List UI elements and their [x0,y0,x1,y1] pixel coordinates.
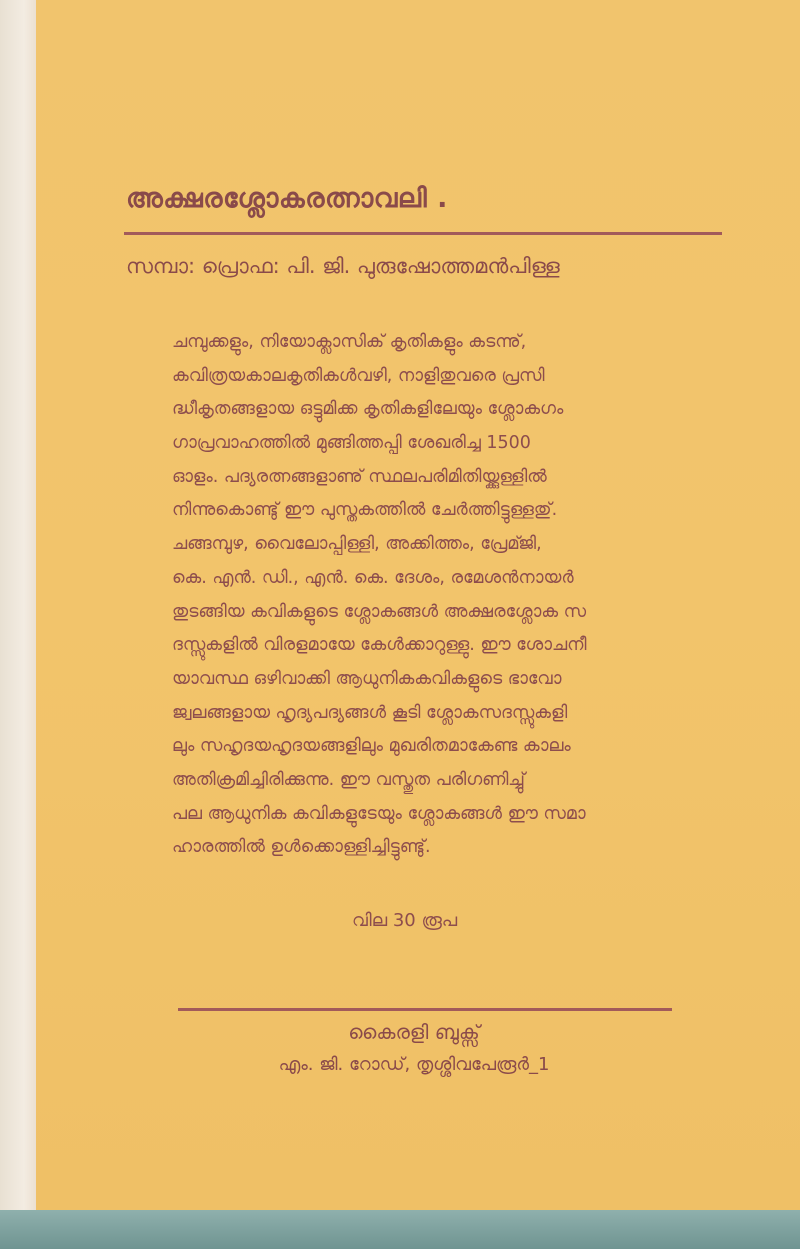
blurb-line: കവിത്രയകാലകൃതികൾവഴി, നാളിതുവരെ പ്രസി [172,365,545,386]
price-label: വില 30 രൂപ [352,910,458,931]
blurb-line: ഓളം. പദ്യരത്നങ്ങളാണു് സ്ഥലപരിമിതിയ്ക്കുള്ളിൽ [172,466,547,487]
title-divider [124,232,722,235]
blurb-line: ഹാരത്തിൽ ഉൾക്കൊള്ളിച്ചിട്ടുണ്ടു്. [172,837,431,858]
blurb-line: ചമ്പുക്കളും, നിയോക്ലാസിക് കൃതികളും കടന്നു്, [172,332,527,352]
blurb-line: നിന്നുകൊണ്ടു് ഈ പുസ്തകത്തിൽ ചേർത്തിട്ടുള്ളതു്. [172,500,558,521]
publisher-divider [178,1008,672,1011]
blurb-line: കെ. എൻ. ഡി., എൻ. കെ. ദേശം, രമേശൻനായർ [172,567,574,588]
blurb-text [172,326,672,865]
blurb-line: പല ആധുനിക കവികളുടേയും ശ്ലോകങ്ങൾ ഈ സമാ [172,803,586,824]
blurb-line: തുടങ്ങിയ കവികളുടെ ശ്ലോകങ്ങൾ അക്ഷരശ്ലോക സ [172,601,587,622]
editor-credit: സമ്പാ: പ്രൊഫ: പി. ജി. പുരുഷോത്തമൻപിള്ള [126,254,560,278]
blurb-line: ജ്വലങ്ങളായ ഹൃദ്യപദ്യങ്ങൾ കൂടി ശ്ലോകസദസ്സുകളി [172,702,568,723]
blurb-line: ഗാപ്രവാഹത്തിൽ മുങ്ങിത്തപ്പി ശേഖരിച്ച 1500 [172,433,531,454]
book-title: അക്ഷരശ്ലോകരത്നാവലി . [126,183,448,214]
blurb-line: ദസ്സുകളിൽ വിരളമായേ കേൾക്കാറുള്ളു. ഈ ശോചനീ [172,635,587,656]
blurb-line: ദ്ധീകൃതങ്ങളായ ഒട്ടുമിക്ക കൃതികളിലേയും ശ്ലോകഗം [172,399,564,420]
blurb-line: അതിക്രമിച്ചിരിക്കുന്നു. ഈ വസ്തുത പരിഗണിച്ചു് [172,769,525,790]
background-surface [0,1210,800,1249]
publisher-address: എം. ജി. റോഡ്, തൃശ്ശിവപേരൂർ_1 [278,1054,550,1075]
publisher-name: കൈരളി ബുക്സ് [348,1020,480,1044]
blurb-line: ലും സഹൃദയഹൃദയങ്ങളിലും മുഖരിതമാകേണ്ട കാലം [172,736,571,757]
blurb-line: യാവസ്ഥ ഒഴിവാക്കി ആധുനികകവികളുടെ ഭാവോ [172,668,562,689]
blurb-line: ചങ്ങമ്പുഴ, വൈലോപ്പിള്ളി, അക്കിത്തം, പ്രേമ്ജി, [172,534,542,555]
